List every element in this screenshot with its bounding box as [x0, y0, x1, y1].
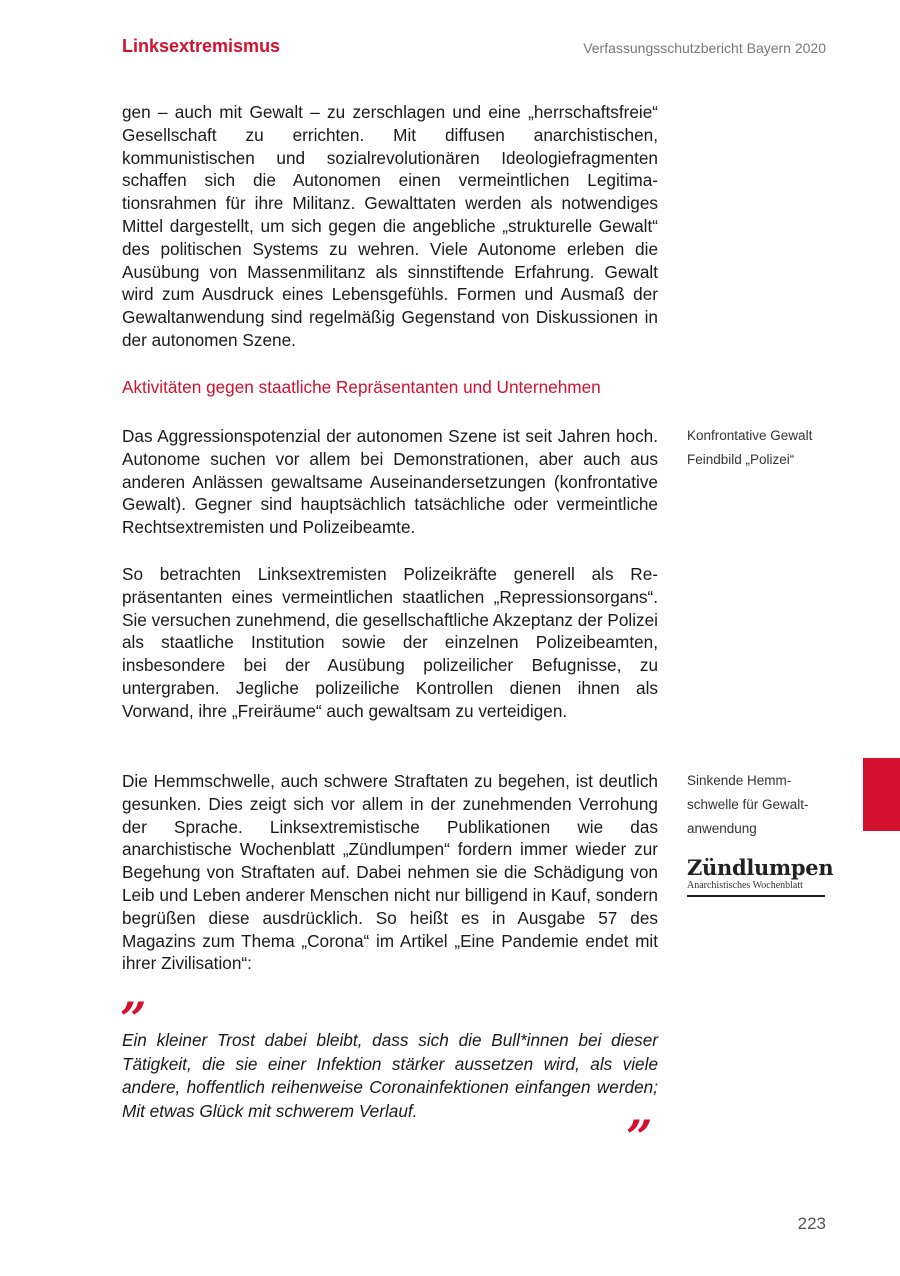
- paragraph-police: [122, 563, 658, 723]
- report-title: Verfassungsschutzbericht Bayern 2020: [583, 40, 826, 56]
- quote-close-mark: ”: [626, 1110, 653, 1164]
- zuendlumpen-logo: [687, 855, 834, 897]
- side-note-line: Konfrontative Gewalt: [687, 428, 813, 443]
- paragraph-police-text: So betrachten Linksextremisten Polizeikräfte generell als Repräsentanten eines vermeintlichen staatlichen „Repressionsorgans“. Sie versuchen zunehmend, die gesellschaftliche Akzeptanz der Polizei als staatliche Institution sowie der einzelnen Polizeibeamten, insbesondere bei der Ausübung polizeilicher Befugnisse, zu untergraben. Jegliche polizeiliche Kontrollen dienen ihnen als Vorwand, ihre „Freiräume“ auch gewaltsam zu verteidigen.: [122, 564, 658, 721]
- paragraph-intro-text: gen – auch mit Gewalt – zu zerschlagen und eine „herrschaftsfreie“ Gesellschaft zu errichten. Mit diffusen anarchistischen, kommunistischen und sozialrevolutionären Ideologiefragmenten schaffen sich die Autonomen einen vermeintlichen Legitimationsrahmen für ihre Militanz. Gewalttaten werden als notwendiges Mittel dargestellt, um sich gegen die angebliche „strukturelle Gewalt“ des politischen Systems zu wehren. Viele Autonome erleben die Ausübung von Massenmilitanz als sinnstiftende Erfahrung. Gewalt wird zum Ausdruck eines Lebensgefühls. Formen und Ausmaß der Gewaltanwendung sind regelmäßig Gegenstand von Diskussionen in der autonomen Szene.: [122, 102, 658, 350]
- quote-open-mark: ”: [120, 992, 147, 1046]
- section-heading: Aktivitäten gegen staatliche Repräsentanten und Unternehmen: [122, 377, 601, 397]
- quote-text: Ein kleiner Trost dabei bleibt, dass sich die Bull*innen bei dieser Tätigkeit, die sie einer Infektion stärker aussetzen wird, als viele andere, hoffentlich reihenweise Coronainfektionen einfangen werden; Mit etwas Glück mit schwerem Verlauf.: [122, 1030, 658, 1121]
- logo-underline: [687, 895, 825, 897]
- paragraph-aggression: [122, 425, 658, 539]
- side-note-confrontation: [687, 424, 857, 472]
- paragraph-threshold: [122, 770, 658, 975]
- logo-subtitle: Anarchistisches Wochenblatt: [687, 880, 803, 891]
- side-note-threshold: Sinkende Hemm- schwelle für Gewalt- anwendung: [687, 773, 809, 836]
- page-number: 223: [797, 1214, 826, 1233]
- paragraph-threshold-text: Die Hemmschwelle, auch schwere Straftaten zu begehen, ist deutlich gesunken. Dies zeigt sich vor allem in der zunehmenden Verrohung der Sprache. Linksextremistische Publikationen wie das anarchistische Wochenblatt „Zündlumpen“ fordern immer wieder zur Begehung von Straftaten auf. Dabei nehmen sie die Schädigung von Leib und Leben anderer Menschen nicht nur billigend in Kauf, sondern begrüßen diese ausdrücklich. So heißt es in Ausgabe 57 des Magazins zum Thema „Corona“ im Artikel „Eine Pandemie endet mit ihrer Zivilisation“:: [122, 771, 658, 974]
- paragraph-intro: [122, 101, 658, 352]
- logo-title: Zündlumpen: [687, 855, 834, 880]
- chapter-tab-marker: [863, 758, 900, 831]
- section-title: Linksextremismus: [122, 36, 281, 56]
- side-note-line: Feindbild „Polizei“: [687, 452, 795, 467]
- paragraph-aggression-text: Das Aggressionspotenzial der autonomen Szene ist seit Jahren hoch. Autonome suchen vor allem bei Demonstrationen, aber auch aus anderen Anlässen gewaltsame Auseinandersetzungen (konfrontative Gewalt). Gegner sind hauptsächlich tatsächliche oder vermeintliche Rechtsextremisten und Polizeibeamte.: [122, 426, 658, 538]
